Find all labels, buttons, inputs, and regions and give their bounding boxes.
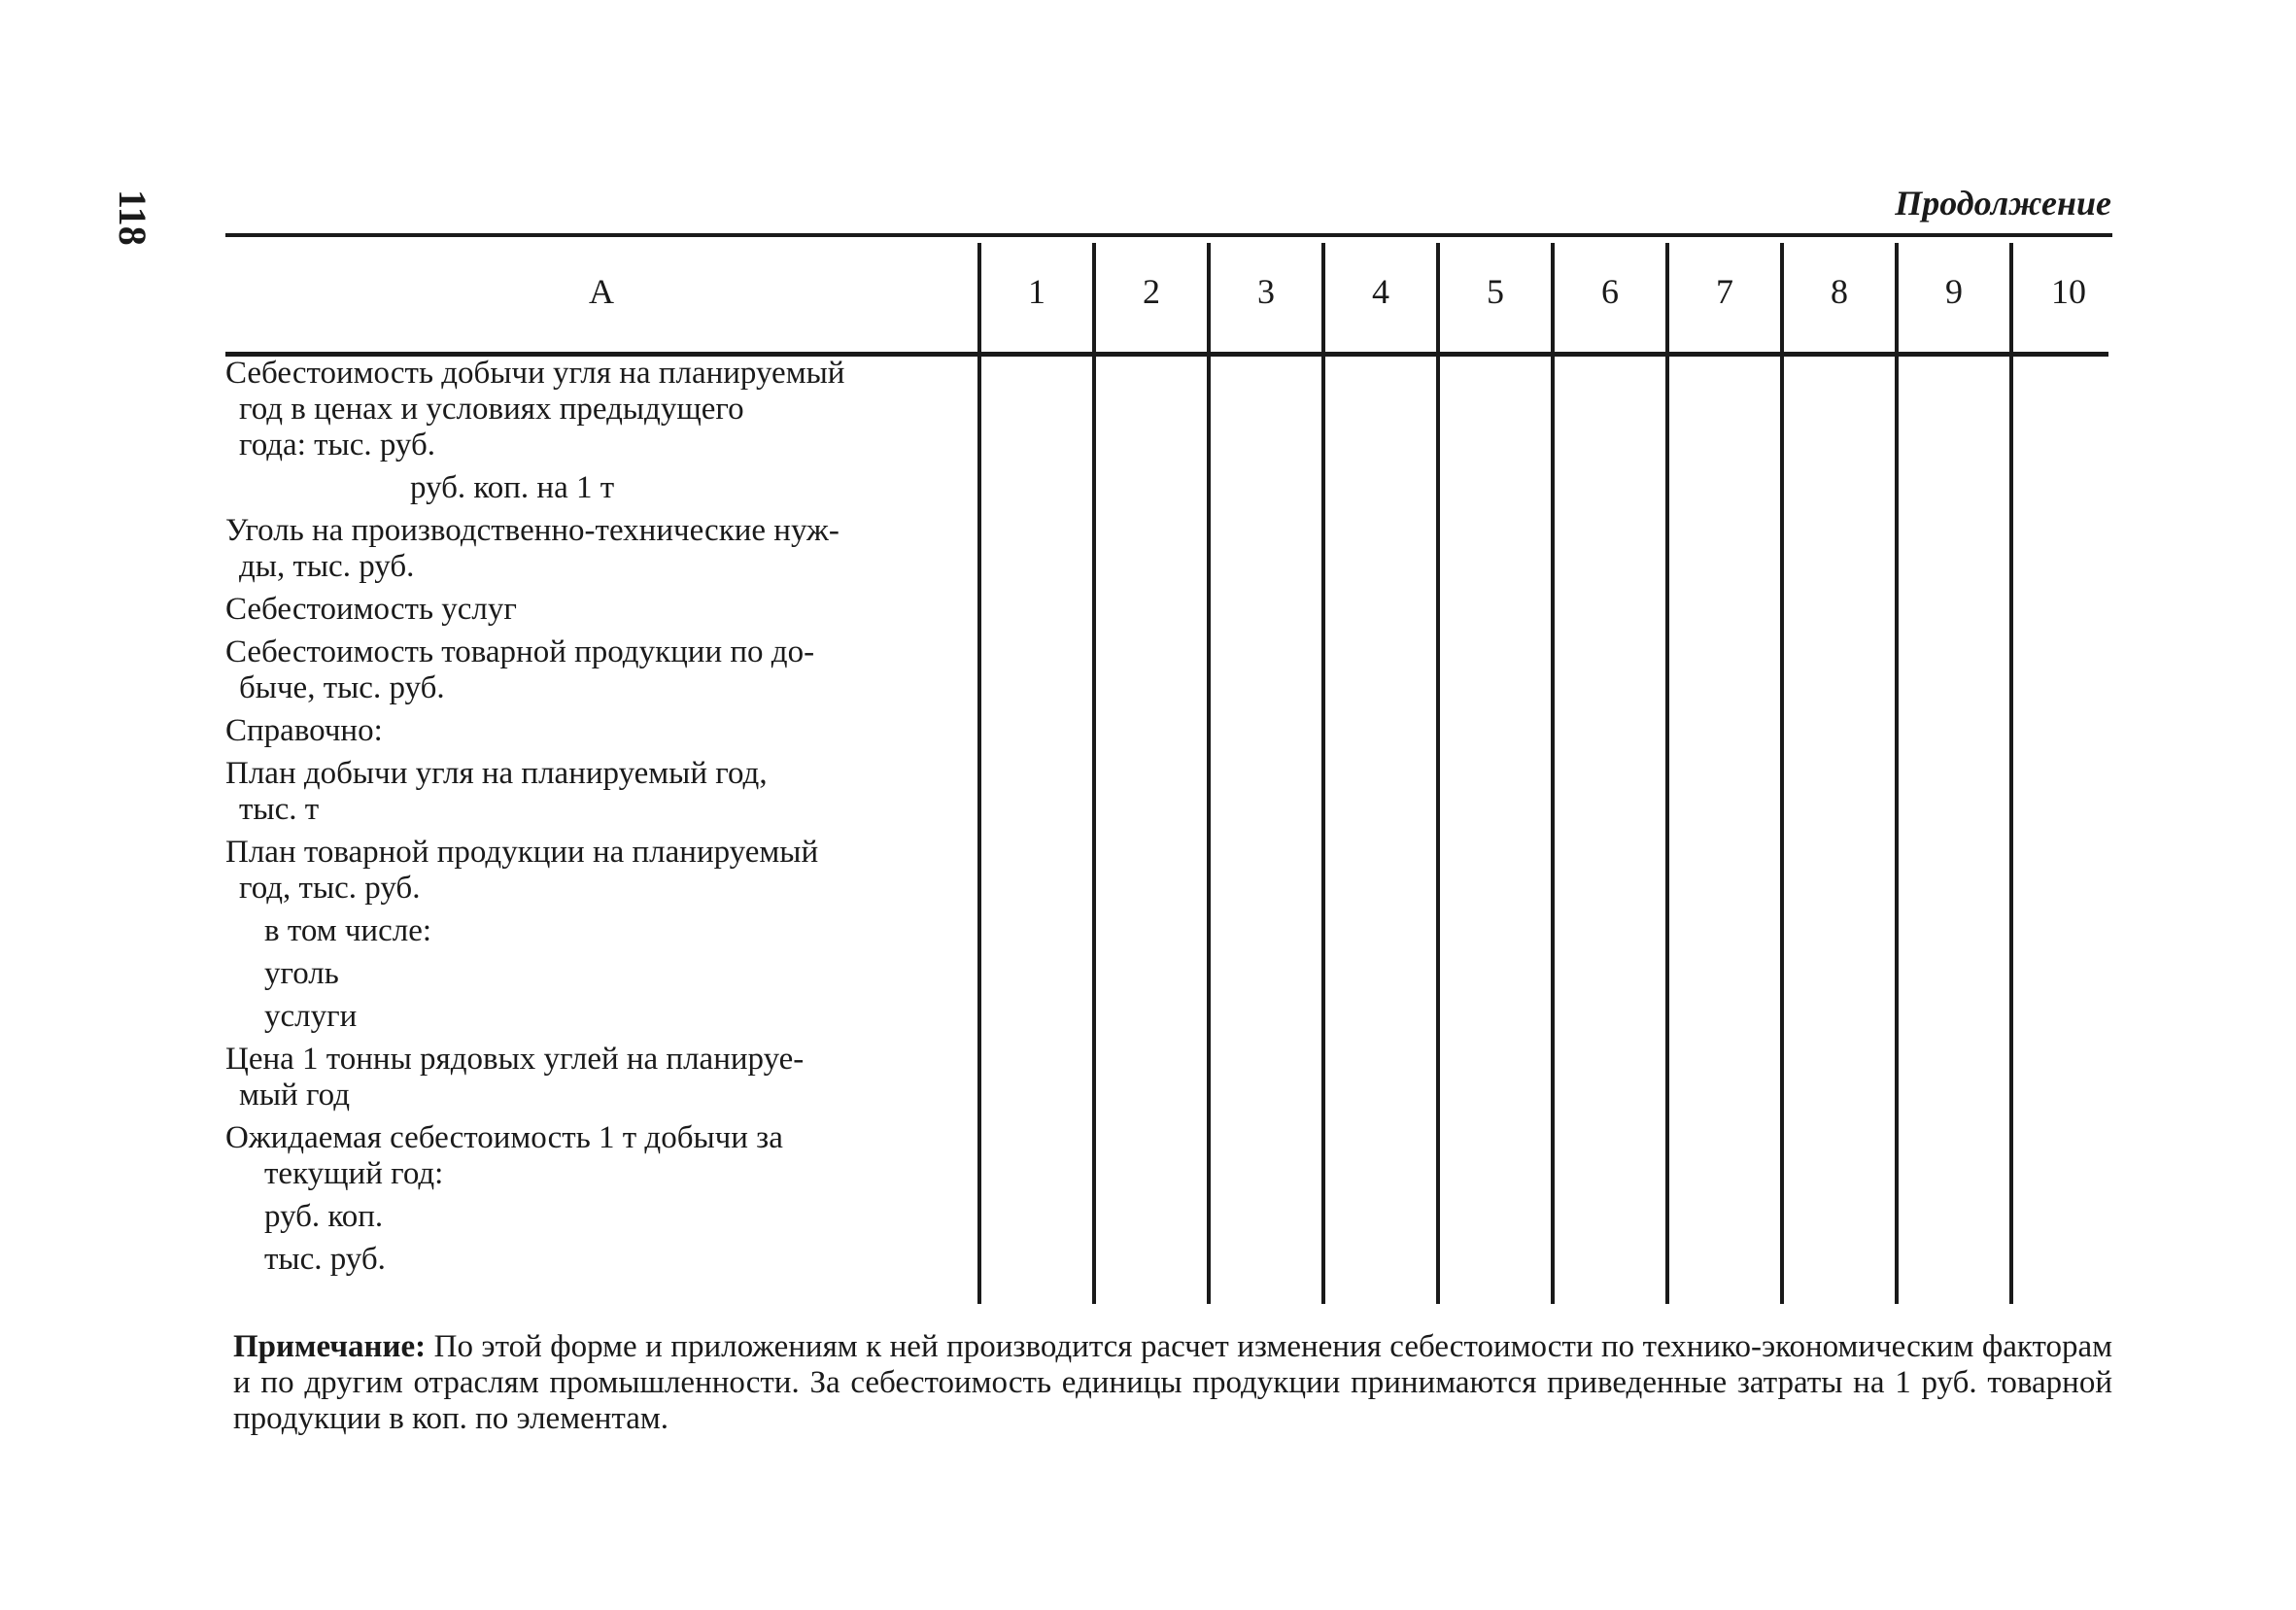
table-row bbox=[225, 634, 964, 706]
column-header-a: А bbox=[589, 272, 614, 311]
column-header-5: 5 bbox=[1487, 272, 1504, 311]
table-row bbox=[225, 913, 964, 949]
page-number: 118 bbox=[111, 189, 154, 246]
table-row bbox=[225, 713, 964, 749]
column-header-6: 6 bbox=[1601, 272, 1619, 311]
row-line: года: тыс. руб. bbox=[239, 428, 436, 462]
row-line: тыс. руб. bbox=[264, 1242, 386, 1277]
footnote-label: Примечание: bbox=[233, 1329, 427, 1364]
row-line: Себестоимость товарной продукции по до- bbox=[225, 634, 815, 669]
table-row bbox=[225, 1120, 964, 1192]
column-header-2: 2 bbox=[1143, 272, 1160, 311]
row-line: Себестоимость услуг bbox=[225, 592, 517, 627]
row-line: руб. коп. bbox=[264, 1199, 384, 1234]
column-header-8: 8 bbox=[1831, 272, 1848, 311]
column-divider bbox=[1551, 243, 1555, 1304]
row-line: План товарной продукции на планируемый bbox=[225, 835, 819, 870]
table-row bbox=[225, 513, 964, 585]
table-row bbox=[225, 470, 964, 506]
continuation-label: Продолжение bbox=[1895, 184, 2111, 223]
row-line: в том числе: bbox=[264, 913, 432, 948]
column-header-9: 9 bbox=[1945, 272, 1963, 311]
table-row bbox=[225, 999, 964, 1035]
row-line: тыс. т bbox=[239, 792, 320, 827]
row-line: услуги bbox=[264, 999, 358, 1034]
footnote-text: По этой форме и приложениям к ней производится расчет изменения себестоимости по технико-экономическим факторам и по другим отраслям промышленности. За себестоимость единицы продукции принимаются приведенные затраты на 1 руб. товарной продукции в коп. по элементам. bbox=[233, 1329, 2112, 1436]
column-header-3: 3 bbox=[1257, 272, 1275, 311]
table-row bbox=[225, 956, 964, 992]
row-line: год, тыс. руб. bbox=[239, 871, 421, 906]
row-line: Справочно: bbox=[225, 713, 383, 748]
row-line: Уголь на производственно-технические нуж- bbox=[225, 513, 840, 548]
row-line: Ожидаемая себестоимость 1 т добычи за bbox=[225, 1120, 783, 1155]
table-top-rule bbox=[225, 233, 2112, 237]
row-line: текущий год: bbox=[264, 1156, 444, 1191]
column-divider bbox=[1092, 243, 1096, 1304]
column-divider bbox=[1321, 243, 1325, 1304]
table-row bbox=[225, 756, 964, 828]
column-divider bbox=[1665, 243, 1669, 1304]
table-row bbox=[225, 1242, 964, 1278]
table-row bbox=[225, 1042, 964, 1113]
row-line: ды, тыс. руб. bbox=[239, 549, 415, 584]
column-divider bbox=[1207, 243, 1211, 1304]
row-line: Себестоимость добычи угля на планируемый bbox=[225, 356, 845, 391]
table-row-labels bbox=[225, 356, 964, 1285]
row-line: год в ценах и условиях предыдущего bbox=[239, 392, 744, 427]
row-line: План добычи угля на планируемый год, bbox=[225, 756, 768, 791]
table-row bbox=[225, 835, 964, 907]
table-row bbox=[225, 356, 964, 463]
footnote bbox=[233, 1329, 2112, 1437]
column-header-4: 4 bbox=[1372, 272, 1389, 311]
row-line: уголь bbox=[264, 956, 339, 991]
column-header-7: 7 bbox=[1716, 272, 1733, 311]
column-divider bbox=[977, 243, 981, 1304]
table-row bbox=[225, 1199, 964, 1235]
column-divider bbox=[1895, 243, 1899, 1304]
column-header-1: 1 bbox=[1028, 272, 1045, 311]
row-line: Цена 1 тонны рядовых углей на планируе- bbox=[225, 1042, 805, 1077]
table-row bbox=[225, 592, 964, 628]
column-header-10: 10 bbox=[2051, 272, 2086, 311]
row-line: мый год bbox=[239, 1078, 351, 1113]
row-line: быче, тыс. руб. bbox=[239, 670, 445, 705]
column-divider bbox=[1780, 243, 1784, 1304]
row-line: руб. коп. на 1 т bbox=[410, 470, 615, 505]
column-divider bbox=[2009, 243, 2013, 1304]
column-divider bbox=[1436, 243, 1440, 1304]
